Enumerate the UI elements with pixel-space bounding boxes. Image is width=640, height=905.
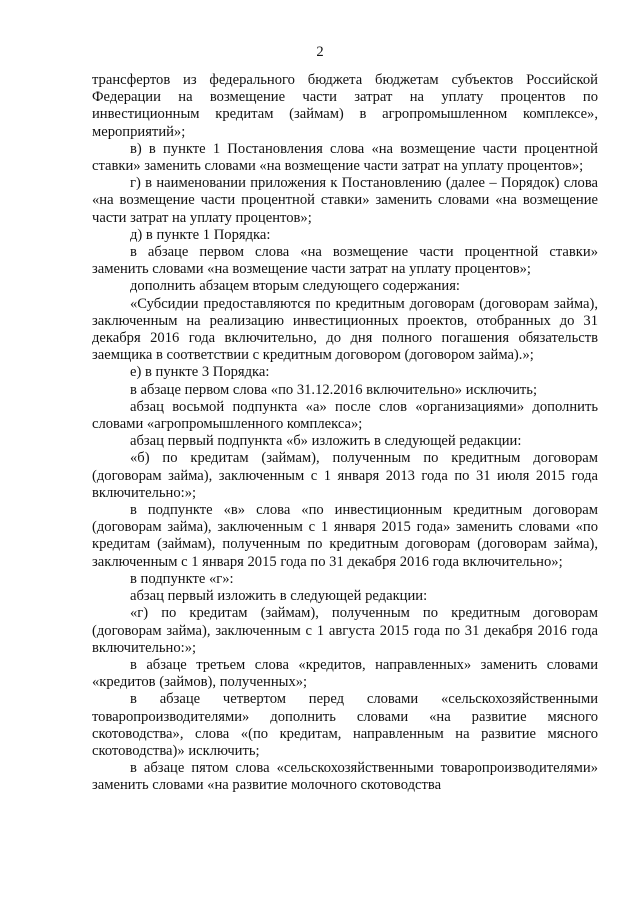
paragraph: «Субсидии предоставляются по кредитным договорам (договорам займа), заключенным на реализацию инвестиционных проектов, отобранных до 31 декабря 2016 года включительно, до дня полного погашения обязательств заемщика в соответствии с кредитным договором (договором займа).»;: [92, 295, 598, 364]
paragraph: трансфертов из федерального бюджета бюджетам субъектов Российской Федерации на возмещение части затрат на уплату процентов по инвестиционным кредитам (займам) в агропромышленном комплексе», мероприятий»;: [92, 72, 598, 140]
paragraph: г) в наименовании приложения к Постановлению (далее – Порядок) слова «на возмещение части процентной ставки» заменить словами «на возмещение части затрат на уплату процентов»;: [92, 175, 598, 226]
paragraph: в абзаце пятом слова «сельскохозяйственными товаропроизводителями» заменить словами «на развитие молочного скотоводства: [92, 760, 598, 794]
paragraph: в) в пункте 1 Постановления слова «на возмещение части процентной ставки» заменить словами «на возмещение части затрат на уплату процентов»;: [92, 140, 598, 175]
paragraph: абзац первый подпункта «б» изложить в следующей редакции:: [130, 433, 522, 450]
paragraph: дополнить абзацем вторым следующего содержания:: [130, 278, 460, 295]
paragraph: в абзаце первом слова «по 31.12.2016 включительно» исключить;: [130, 381, 537, 398]
page-number: 2: [316, 44, 324, 60]
paragraph: в абзаце третьем слова «кредитов, направленных» заменить словами «кредитов (займов), полученных»;: [92, 656, 598, 691]
paragraph: абзац восьмой подпункта «а» после слов «организациями» дополнить словами «агропромышленного комплекса»;: [92, 398, 598, 433]
paragraph: абзац первый изложить в следующей редакции:: [130, 588, 428, 605]
document-body: [92, 72, 598, 795]
paragraph: «г) по кредитам (займам), полученным по кредитным договорам (договорам займа), заключенным с 1 августа 2015 года по 31 декабря 2016 года включительно:»;: [92, 605, 598, 656]
paragraph: е) в пункте 3 Порядка:: [130, 364, 270, 381]
paragraph: в подпункте «г»:: [130, 570, 234, 587]
paragraph: д) в пункте 1 Порядка:: [130, 226, 271, 243]
paragraph: в подпункте «в» слова «по инвестиционным кредитным договорам (договорам займа), заключенным с 1 января 2015 года» заменить словами «по кредитам (займам), полученным по кредитным договорам (договорам займа), заключенным с 1 января 2015 года по 31 декабря 2016 года включительно»;: [92, 502, 598, 570]
paragraph: «б) по кредитам (займам), полученным по кредитным договорам (договорам займа), заключенным с 1 января 2013 года по 31 июля 2015 года включительно:»;: [92, 450, 598, 501]
paragraph: в абзаце первом слова «на возмещение части процентной ставки» заменить словами «на возмещение части затрат на уплату процентов»;: [92, 244, 598, 278]
paragraph: в абзаце четвертом перед словами «сельскохозяйственными товаропроизводителями» дополнить словами «на развитие мясного скотоводства», слова «(по кредитам, направленным на развитие мясного скотоводства)» исключить;: [92, 691, 598, 759]
